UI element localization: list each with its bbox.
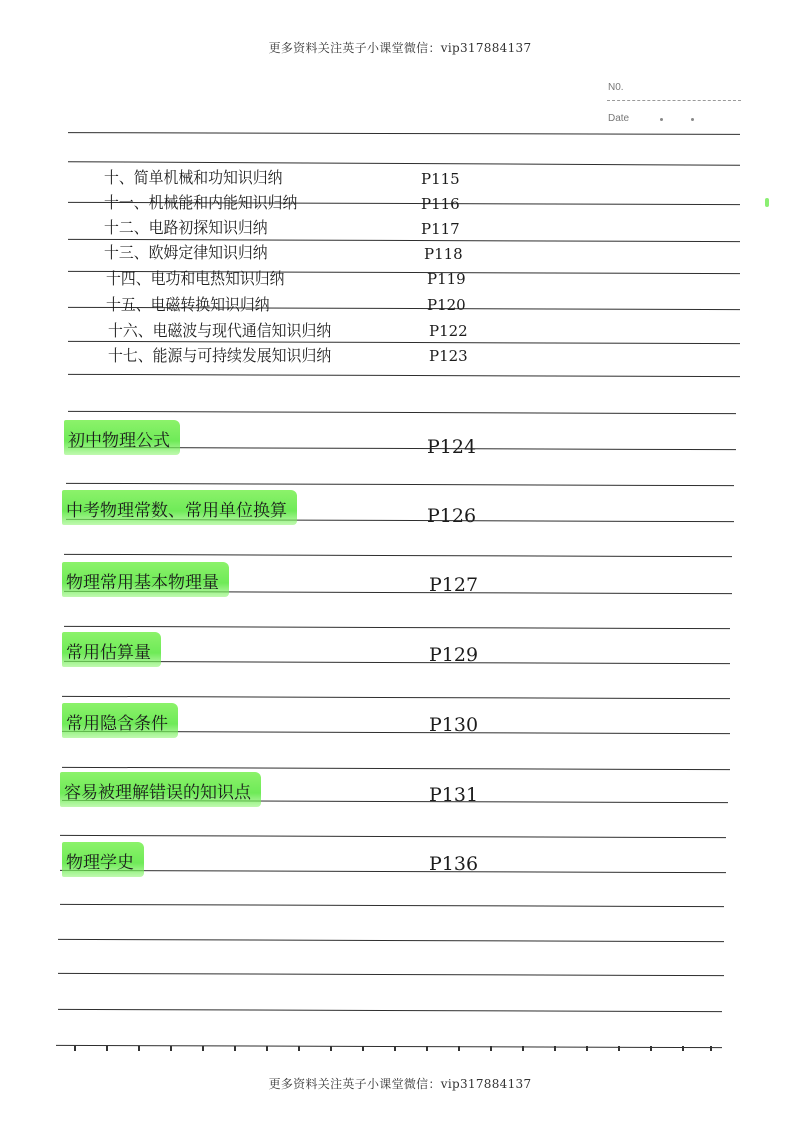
ruled-line [68, 411, 736, 414]
watermark-bottom: 更多资料关注英子小课堂微信：vip317884137 [268, 1077, 532, 1091]
ruled-line [66, 483, 734, 486]
ruled-line [58, 939, 724, 942]
ruler-tick [682, 1046, 684, 1051]
section-title-highlighted: 常用隐含条件 [62, 703, 178, 738]
ruled-line [60, 904, 724, 907]
ruler-tick [298, 1046, 300, 1051]
section-title-highlighted: 常用估算量 [62, 632, 161, 667]
toc-item-title: 十四、电功和电热知识归纳 [106, 269, 285, 288]
ruled-line [60, 835, 726, 838]
ruler-tick [74, 1046, 76, 1051]
watermark-top: 更多资料关注英子小课堂微信：vip317884137 [268, 41, 532, 55]
toc-item-page: P122 [429, 322, 468, 340]
section-page: P130 [429, 714, 479, 736]
no-label: N0. [608, 82, 624, 93]
ruler-tick [234, 1046, 236, 1051]
toc-item-title: 十七、能源与可持续发展知识归纳 [108, 346, 332, 365]
ruled-line [62, 767, 730, 770]
section-title-highlighted: 中考物理常数、常用单位换算 [62, 490, 297, 525]
section-page: P129 [429, 644, 479, 666]
toc-item-title: 十六、电磁波与现代通信知识归纳 [108, 321, 332, 340]
ruler-tick [170, 1046, 172, 1051]
no-field-line [607, 100, 741, 101]
toc-item-page: P117 [421, 220, 460, 238]
date-separator-dot [660, 118, 663, 121]
ruler-tick [618, 1046, 620, 1051]
ruler-tick [202, 1046, 204, 1051]
ruler-tick [586, 1046, 588, 1051]
ruler-tick [426, 1046, 428, 1051]
date-separator-dot [691, 118, 694, 121]
ruled-line [60, 870, 726, 873]
toc-item-page: P115 [421, 170, 460, 188]
ruler-tick [106, 1046, 108, 1051]
highlighter-smudge [765, 198, 769, 207]
ruled-line [58, 973, 724, 976]
ruler-tick [394, 1046, 396, 1051]
ruler-tick [710, 1046, 712, 1051]
ruler-tick [522, 1046, 524, 1051]
toc-item-title: 十、简单机械和功知识归纳 [104, 168, 283, 187]
toc-item-page: P116 [421, 195, 460, 213]
section-title-highlighted: 物理学史 [62, 842, 144, 877]
section-title-highlighted: 初中物理公式 [64, 420, 180, 455]
section-title-highlighted: 物理常用基本物理量 [62, 562, 229, 597]
ruler-tick [330, 1046, 332, 1051]
ruled-line [64, 626, 730, 629]
ruler-tick [650, 1046, 652, 1051]
ruler-tick [554, 1046, 556, 1051]
toc-item-page: P120 [427, 296, 466, 314]
ruled-line [62, 696, 730, 699]
ruler-tick [458, 1046, 460, 1051]
toc-item-page: P123 [429, 347, 468, 365]
toc-item-title: 十五、电磁转换知识归纳 [106, 295, 270, 314]
date-label: Date [608, 113, 630, 124]
ruler-tick [266, 1046, 268, 1051]
ruler-tick [490, 1046, 492, 1051]
section-page: P124 [427, 436, 477, 458]
toc-item-title: 十二、电路初探知识归纳 [104, 218, 268, 237]
ruled-line [64, 554, 732, 557]
ruled-line [68, 132, 740, 135]
toc-item-title: 十三、欧姆定律知识归纳 [104, 243, 268, 262]
toc-item-title: 十一、机械能和内能知识归纳 [104, 193, 298, 212]
section-title-highlighted: 容易被理解错误的知识点 [60, 772, 261, 807]
toc-item-page: P118 [424, 245, 463, 263]
ruled-line [56, 1045, 722, 1048]
ruled-line [58, 1009, 722, 1012]
ruled-line [68, 374, 740, 377]
section-page: P131 [429, 784, 479, 806]
ruler-tick [138, 1046, 140, 1051]
section-page: P127 [429, 574, 479, 596]
toc-item-page: P119 [427, 270, 466, 288]
ruler-tick [362, 1046, 364, 1051]
ruled-line [64, 661, 730, 664]
section-page: P126 [427, 505, 477, 527]
section-page: P136 [429, 853, 479, 875]
